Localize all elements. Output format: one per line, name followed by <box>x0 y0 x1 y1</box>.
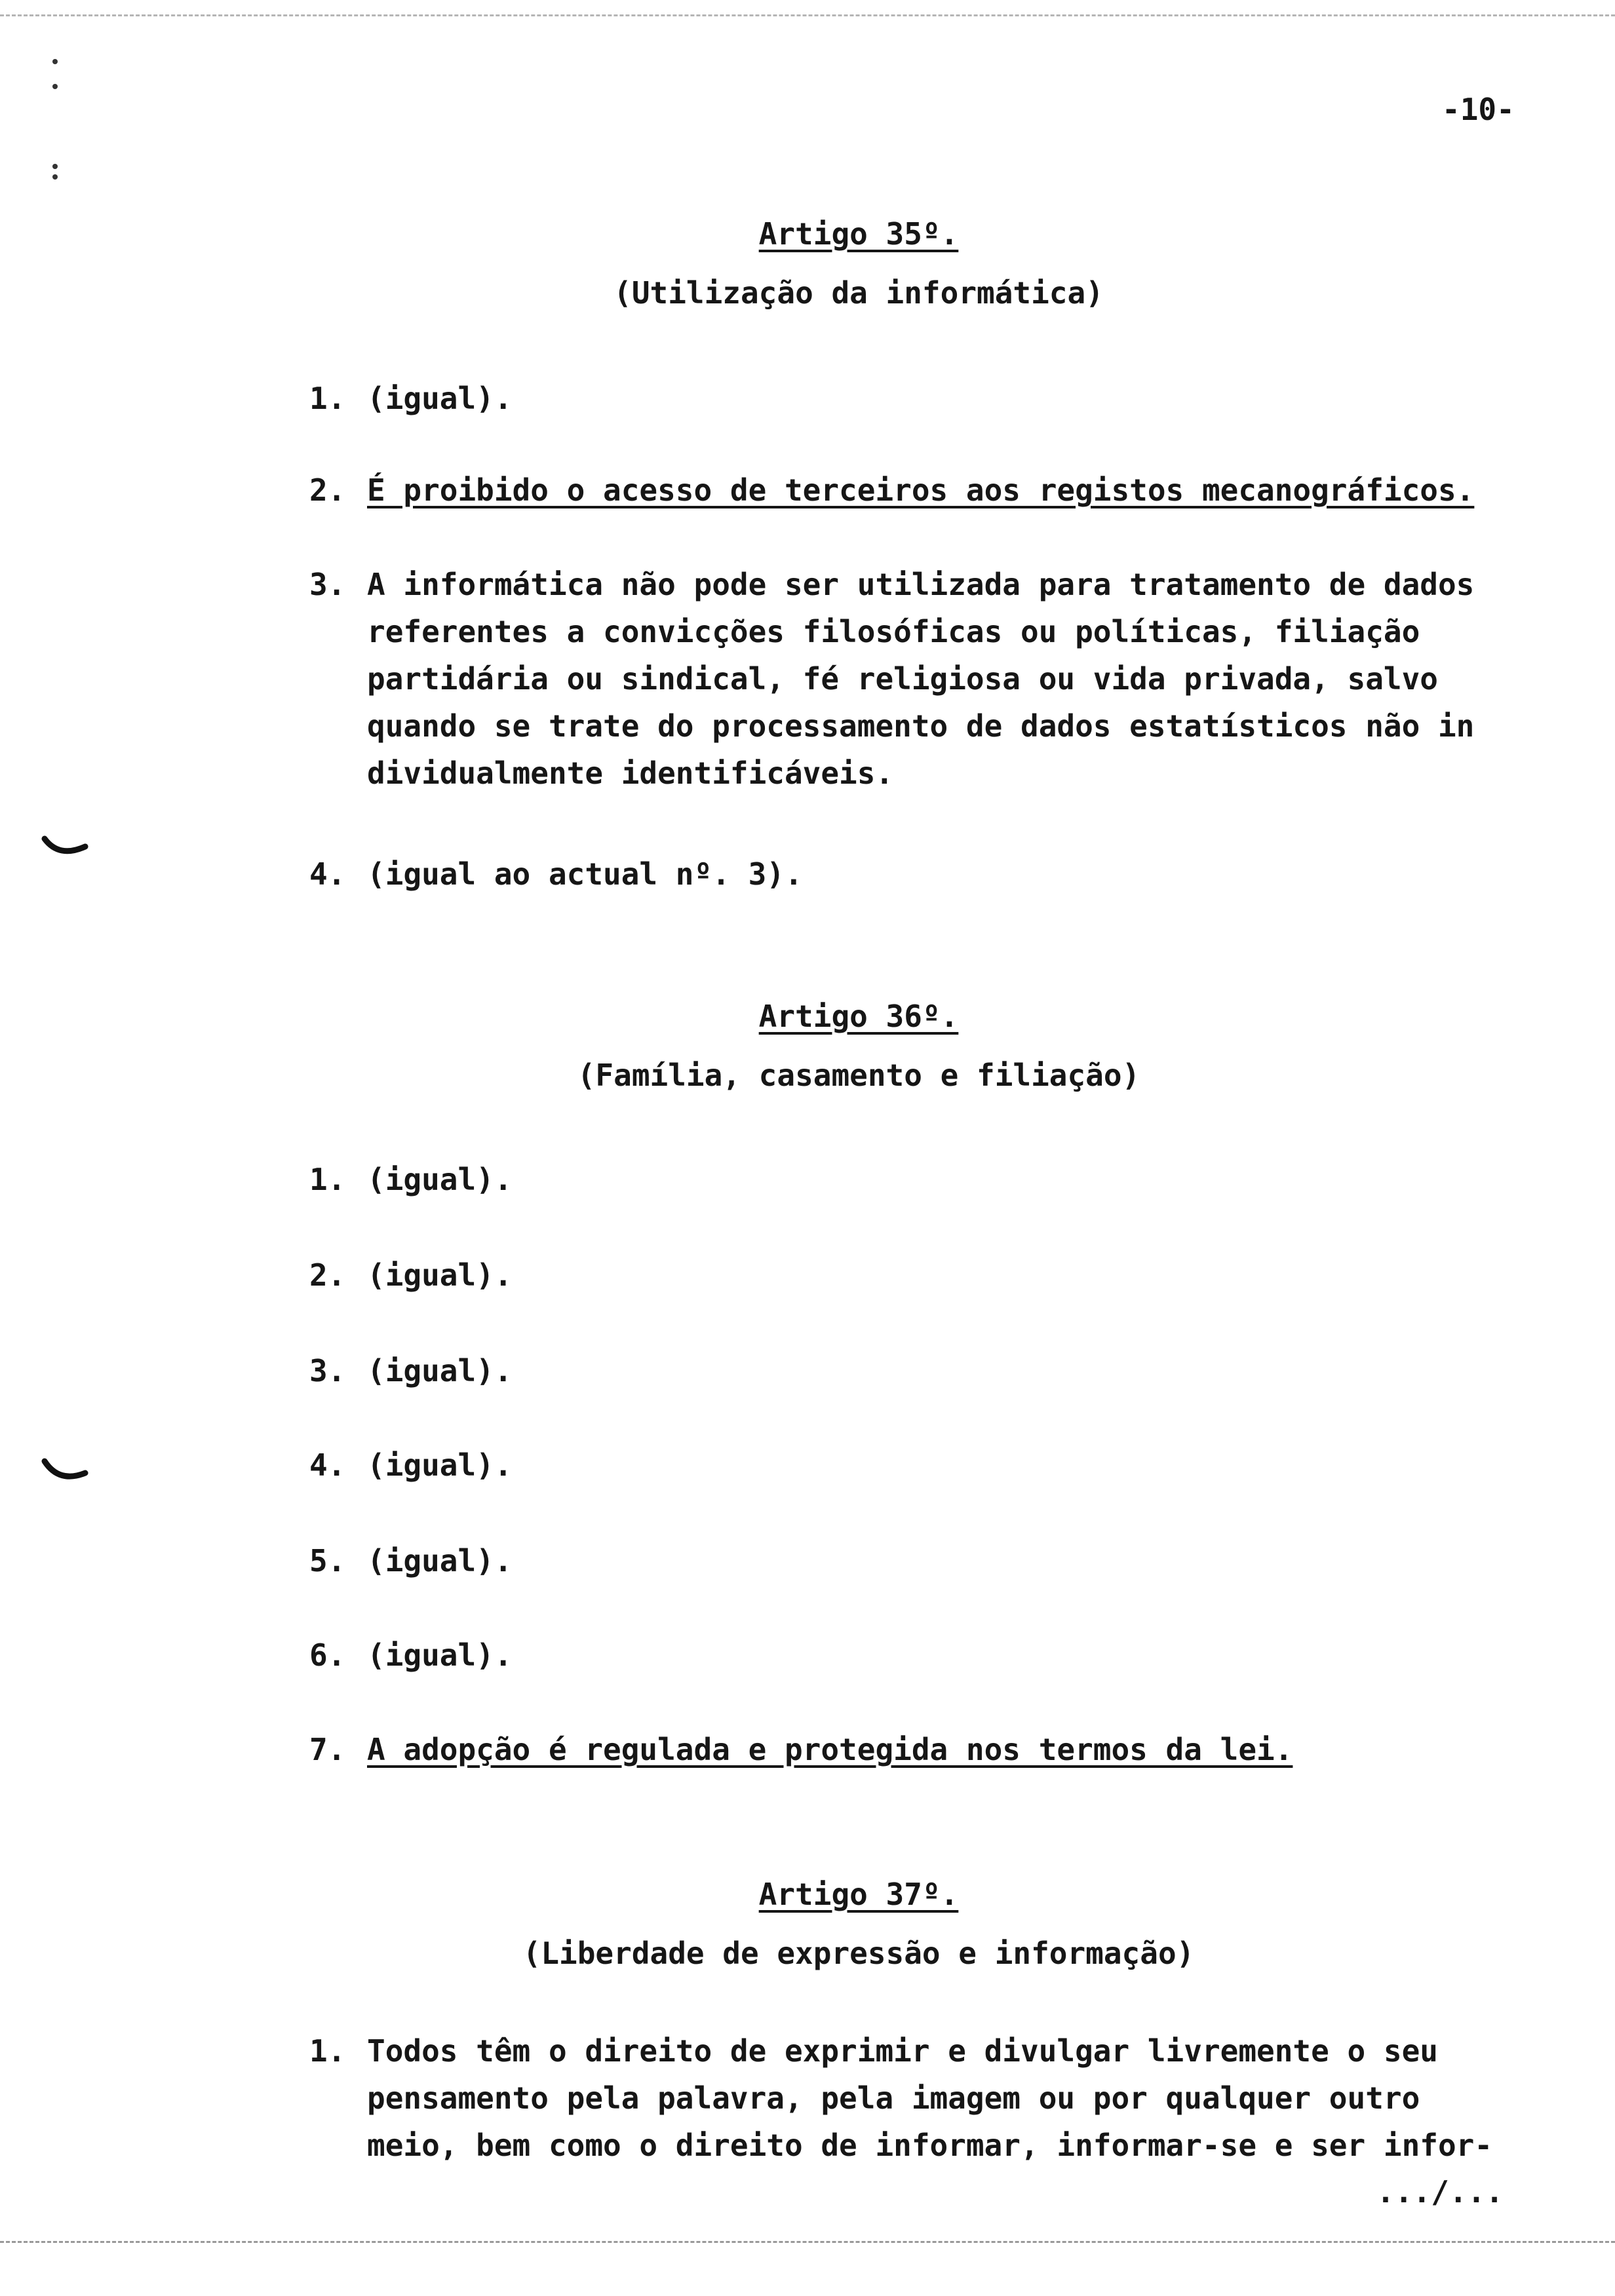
item-text: (igual ao actual nº. 3). <box>367 856 803 892</box>
margin-check-mark <box>39 832 92 871</box>
item-number: 4. <box>309 856 346 892</box>
margin-dot <box>52 59 58 64</box>
item-number: 5. <box>309 1543 346 1578</box>
item-text: (igual). <box>367 1162 513 1197</box>
item-number: 2. <box>309 472 346 508</box>
article-item <box>309 851 803 898</box>
article-item <box>309 375 513 422</box>
article-item <box>309 1537 513 1584</box>
margin-dot <box>52 174 58 180</box>
item-number: 1. <box>309 381 346 416</box>
article-item <box>309 1347 513 1394</box>
article-subtitle: (Família, casamento e filiação) <box>577 1058 1140 1093</box>
page-number: -10- <box>1442 92 1515 127</box>
article-item <box>309 1632 513 1679</box>
item-text: (igual). <box>367 1353 513 1388</box>
article-item <box>309 1726 1293 1773</box>
article-item <box>309 1156 513 1203</box>
article-subtitle: (Liberdade de expressão e informação) <box>522 1936 1195 1971</box>
item-text: quando se trate do processamento de dados estatísticos não in <box>367 708 1475 744</box>
item-text: (igual). <box>367 1543 513 1578</box>
item-number: 6. <box>309 1637 346 1673</box>
scan-edge-top <box>0 14 1615 16</box>
item-number: 2. <box>309 1257 346 1293</box>
continuation-mark: .../... <box>1376 2174 1504 2210</box>
article-title: Artigo 35º. <box>758 216 959 252</box>
article-subtitle: (Utilização da informática) <box>613 275 1104 311</box>
item-number: 7. <box>309 1732 346 1767</box>
item-text-amended: É proibido o acesso de terceiros aos registos mecanográficos. <box>367 472 1475 508</box>
item-text: (igual). <box>367 1447 513 1483</box>
item-number: 1. <box>309 1162 346 1197</box>
scan-edge-bottom <box>0 2241 1615 2243</box>
item-text: pensamento pela palavra, pela imagem ou por qualquer outro <box>367 2080 1420 2116</box>
item-text: dividualmente identificáveis. <box>367 756 894 791</box>
item-text: referentes a convicções filosóficas ou políticas, filiação <box>367 614 1420 649</box>
item-text: A informática não pode ser utilizada para tratamento de dados <box>367 567 1475 602</box>
article-title: Artigo 37º. <box>758 1877 959 1912</box>
item-number: 3. <box>309 1353 346 1388</box>
item-text: (igual). <box>367 1637 513 1673</box>
item-number: 3. <box>309 567 346 602</box>
item-number: 4. <box>309 1447 346 1483</box>
article-item <box>309 467 1474 514</box>
article-title: Artigo 36º. <box>758 999 959 1034</box>
margin-check-mark <box>39 1456 92 1495</box>
item-text: (igual). <box>367 1257 513 1293</box>
item-text-amended: A adopção é regulada e protegida nos termos da lei. <box>367 1732 1293 1767</box>
article-item <box>309 2027 1492 2169</box>
margin-dot <box>52 164 58 169</box>
item-number: 1. <box>309 2033 346 2069</box>
article-item <box>309 561 1474 797</box>
margin-dot <box>52 84 58 89</box>
item-text: Todos têm o direito de exprimir e divulgar livremente o seu <box>367 2033 1438 2069</box>
article-item <box>309 1442 513 1489</box>
item-text: meio, bem como o direito de informar, informar-se e ser infor- <box>367 2128 1493 2163</box>
article-item <box>309 1252 513 1299</box>
item-text: partidária ou sindical, fé religiosa ou vida privada, salvo <box>367 661 1438 697</box>
item-text: (igual). <box>367 381 513 416</box>
